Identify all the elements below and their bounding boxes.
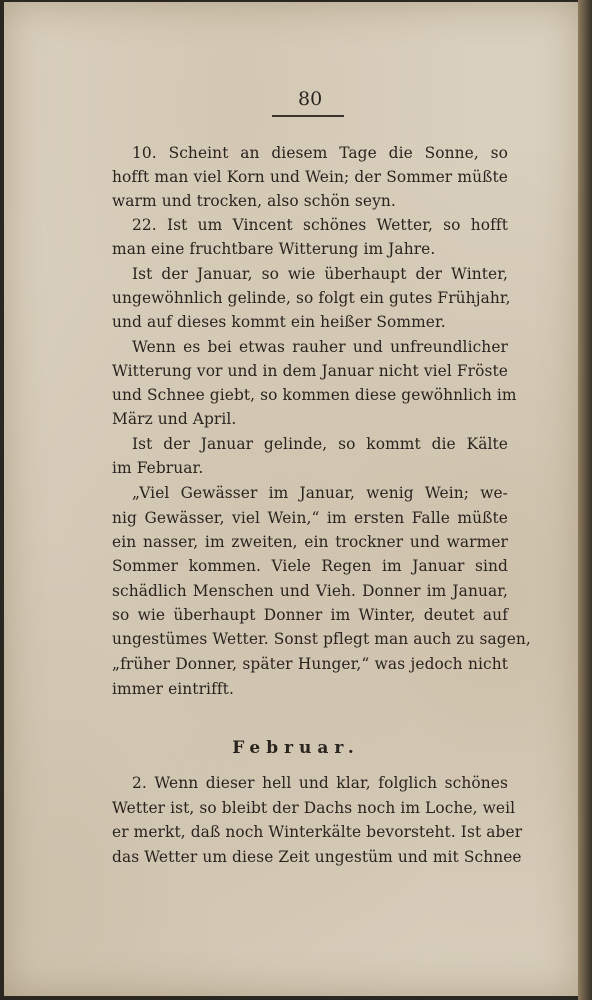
text-line: „Viel Gewässer im Januar, wenig Wein; we- <box>132 484 508 502</box>
text-line: schädlich Menschen und Vieh. Donner im Januar, <box>112 582 508 600</box>
text-line: nig Gewässer, viel Wein,“ im ersten Falle müßte <box>112 509 508 527</box>
text-line: so wie überhaupt Donner im Winter, deutet auf <box>112 606 508 624</box>
text-line: ungewöhnlich gelinde, so folgt ein gutes Frühjahr, <box>112 289 511 307</box>
header-rule <box>272 115 344 117</box>
text-line: Ist der Januar, so wie überhaupt der Winter, <box>132 265 508 283</box>
text-line: man eine fruchtbare Witterung im Jahre. <box>112 240 436 258</box>
text-line: Sommer kommen. Viele Regen im Januar sind <box>112 557 508 575</box>
text-line: Wetter ist, so bleibt der Dachs noch im Loche, weil <box>112 799 516 817</box>
text-line: immer eintrifft. <box>112 680 234 698</box>
text-line: ein nasser, im zweiten, ein trockner und warmer <box>112 533 508 551</box>
text-line: „früher Donner, später Hunger,“ was jedoch nicht <box>112 655 508 673</box>
text-line: März und April. <box>112 410 237 428</box>
text-line: 22. Ist um Vincent schönes Wetter, so hofft <box>132 216 508 234</box>
text-line: 10. Scheint an diesem Tage die Sonne, so <box>132 144 508 162</box>
text-line: Witterung vor und in dem Januar nicht viel Fröste <box>112 362 508 380</box>
text-line: warm und trocken, also schön seyn. <box>112 192 396 210</box>
text-line: ungestümes Wetter. Sonst pflegt man auch zu sagen, <box>112 630 531 648</box>
text-line: das Wetter um diese Zeit ungestüm und mit Schnee <box>112 848 522 866</box>
text-line: Wenn es bei etwas rauher und unfreundlicher <box>132 338 508 356</box>
page-edge <box>578 0 592 1000</box>
text-line: Ist der Januar gelinde, so kommt die Kälte <box>132 435 508 453</box>
text-line: 2. Wenn dieser hell und klar, folglich schönes <box>132 774 508 792</box>
page-number: 80 <box>298 88 323 110</box>
section-heading: Februar. <box>232 738 360 758</box>
text-line: hofft man viel Korn und Wein; der Sommer müßte <box>112 168 508 186</box>
text-line: und auf dieses kommt ein heißer Sommer. <box>112 313 446 331</box>
text-line: und Schnee giebt, so kommen diese gewöhnlich im <box>112 386 517 404</box>
text-line: er merkt, daß noch Winterkälte bevorsteht. Ist aber <box>112 823 523 841</box>
text-line: im Februar. <box>112 459 204 477</box>
